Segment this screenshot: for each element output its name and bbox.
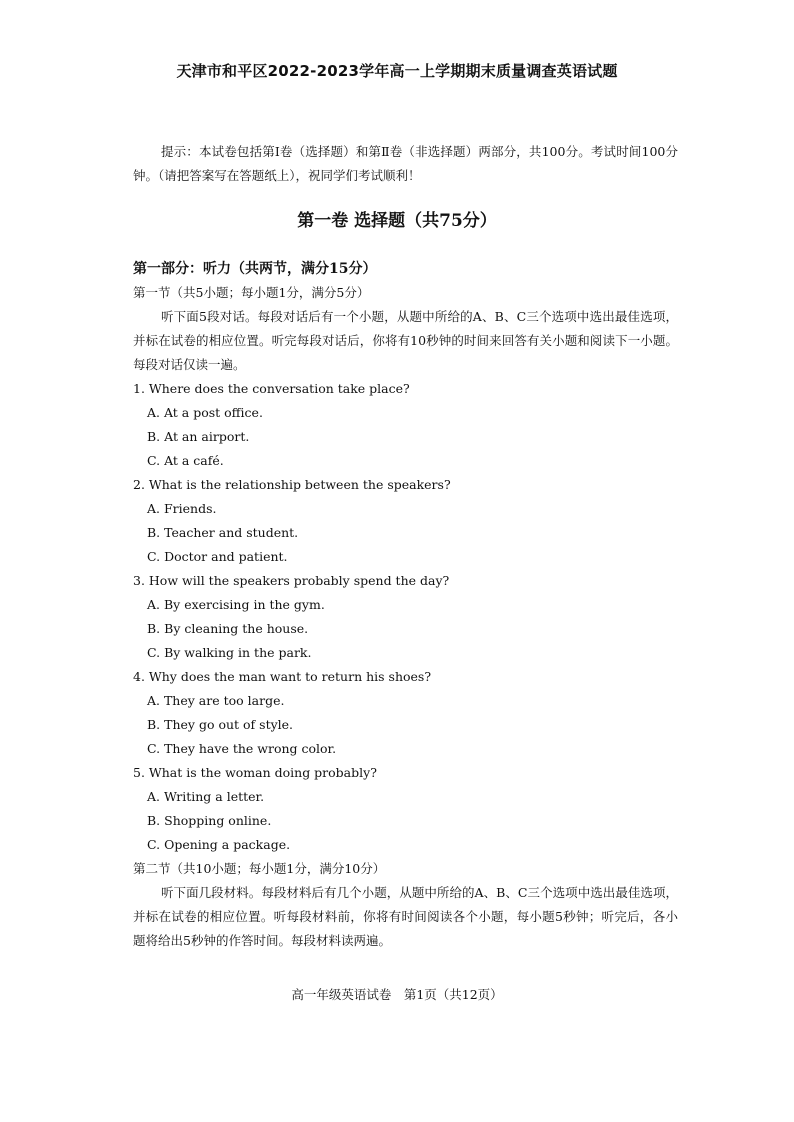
- question-5: [133, 761, 678, 857]
- question-stem: 1. Where does the conversation take place?: [133, 381, 410, 396]
- option-c: C. Doctor and patient.: [147, 549, 288, 564]
- exam-body: [133, 257, 678, 953]
- part-title: 第一卷 选择题（共75分）: [297, 211, 497, 231]
- subsection-2-heading: 第二节（共10小题；每小题1分，满分10分）: [133, 861, 386, 876]
- page-title: 天津市和平区2022-2023学年高一上学期期末质量调查英语试题: [176, 62, 618, 80]
- option-a: A. By exercising in the gym.: [147, 597, 325, 612]
- question-stem: 2. What is the relationship between the speakers?: [133, 477, 451, 492]
- question-stem: 5. What is the woman doing probably?: [133, 765, 377, 780]
- question-stem: 3. How will the speakers probably spend the day?: [133, 573, 450, 588]
- subsection-2-instruction: 听下面几段材料。每段材料后有几个小题，从题中所给的A、B、C三个选项中选出最佳选项，并标在试卷的相应位置。听每段材料前，你将有时间阅读各个小题，每小题5秒钟；听完后，各小题将给出5秒钟的作答时间。每段材料读两遍。: [133, 885, 678, 948]
- option-a: A. They are too large.: [147, 693, 285, 708]
- question-2: [133, 473, 678, 569]
- option-a: A. Writing a letter.: [147, 789, 265, 804]
- question-4: [133, 665, 678, 761]
- option-c: C. At a café.: [147, 453, 224, 468]
- question-stem: 4. Why does the man want to return his shoes?: [133, 669, 432, 684]
- subsection-1-instruction: 听下面5段对话。每段对话后有一个小题，从题中所给的A、B、C三个选项中选出最佳选项，并标在试卷的相应位置。听完每段对话后，你将有10秒钟的时间来回答有关小题和阅读下一小题。每段对话仅读一遍。: [133, 309, 678, 372]
- exam-notice: 提示：本试卷包括第Ⅰ卷（选择题）和第Ⅱ卷（非选择题）两部分，共100分。考试时间100分钟。（请把答案写在答题纸上），祝同学们考试顺利！: [133, 144, 678, 183]
- option-b: B. At an airport.: [147, 429, 250, 444]
- option-b: B. By cleaning the house.: [147, 621, 309, 636]
- page-footer: 高一年级英语试卷 第1页（共12页）: [291, 987, 503, 1002]
- question-3: [133, 569, 678, 665]
- option-b: B. Teacher and student.: [147, 525, 299, 540]
- subsection-1-heading: 第一节（共5小题；每小题1分，满分5分）: [133, 285, 370, 300]
- option-c: C. By walking in the park.: [147, 645, 312, 660]
- option-b: B. Shopping online.: [147, 813, 272, 828]
- option-c: C. Opening a package.: [147, 837, 291, 852]
- option-a: A. At a post office.: [147, 405, 263, 420]
- option-a: A. Friends.: [147, 501, 217, 516]
- option-c: C. They have the wrong color.: [147, 741, 337, 756]
- question-1: [133, 377, 678, 473]
- section-heading: 第一部分：听力（共两节，满分15分）: [133, 261, 377, 277]
- option-b: B. They go out of style.: [147, 717, 294, 732]
